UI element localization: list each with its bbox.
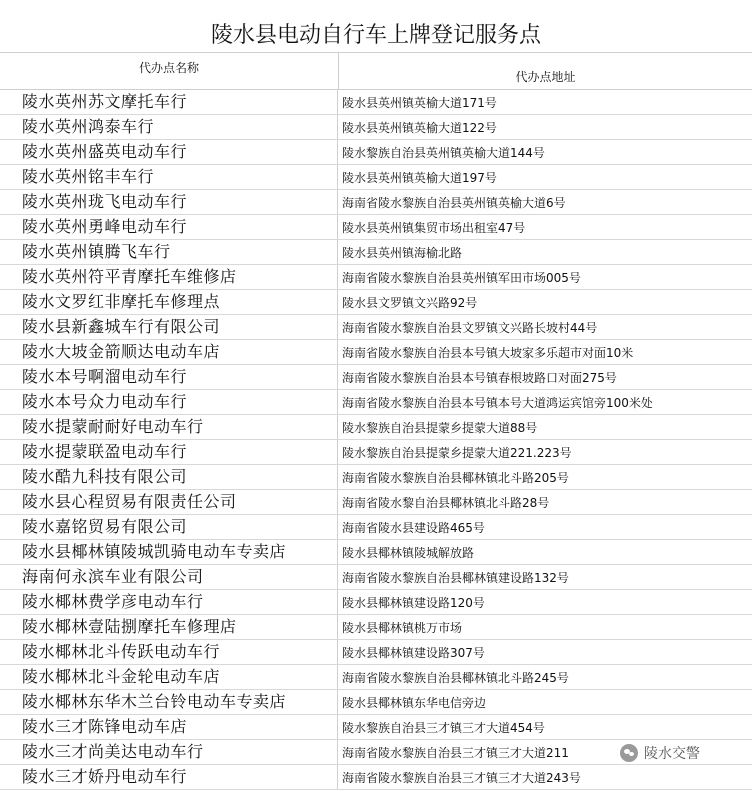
cell-name: 陵水本号啊溜电动车行 (0, 365, 338, 389)
cell-name: 陵水英州铭丰车行 (0, 165, 338, 189)
cell-name: 陵水英州盛英电动车行 (0, 140, 338, 164)
table-row (0, 115, 752, 140)
cell-address: 海南省陵水黎族自治县椰林镇北斗路205号 (342, 471, 569, 485)
cell-name: 陵水县新鑫城车行有限公司 (0, 315, 338, 339)
table-row (0, 390, 752, 415)
header-name: 代办点名称 (0, 53, 339, 89)
table-header (0, 53, 752, 90)
cell-name: 陵水文罗红非摩托车修理点 (0, 290, 338, 314)
cell-name: 陵水英州珑飞电动车行 (0, 190, 338, 214)
cell-address: 陵水黎族自治县三才镇三才大道454号 (342, 721, 545, 735)
cell-address: 海南省陵水黎族自治县椰林镇建设路132号 (342, 571, 569, 585)
cell-address: 海南省陵水黎族自治县英州镇军田市场005号 (342, 271, 581, 285)
table-row (0, 440, 752, 465)
cell-address: 陵水黎族自治县提蒙乡提蒙大道88号 (342, 421, 538, 435)
cell-name: 陵水椰林北斗金轮电动车店 (0, 665, 338, 689)
cell-address: 陵水黎族自治县提蒙乡提蒙大道221.223号 (342, 446, 572, 460)
cell-name: 陵水本号众力电动车行 (0, 390, 338, 414)
cell-name: 陵水椰林壹陆捌摩托车修理店 (0, 615, 338, 639)
cell-address: 陵水县英州镇英榆大道122号 (342, 121, 497, 135)
cell-address: 海南省陵水黎族自治县三才镇三才大道211 (342, 746, 569, 760)
service-point-table (0, 52, 752, 790)
cell-address: 陵水县英州镇英榆大道197号 (342, 171, 497, 185)
cell-address: 陵水县英州镇英榆大道171号 (342, 96, 497, 110)
table-row (0, 140, 752, 165)
table-row (0, 415, 752, 440)
table-row (0, 615, 752, 640)
table-row (0, 765, 752, 790)
cell-name: 陵水酷九科技有限公司 (0, 465, 338, 489)
cell-name: 陵水三才陈锋电动车店 (0, 715, 338, 739)
cell-name: 陵水提蒙联盈电动车行 (0, 440, 338, 464)
cell-name: 陵水椰林费学彦电动车行 (0, 590, 338, 614)
table-row (0, 165, 752, 190)
cell-address: 海南省陵水黎族自治县椰林镇北斗路245号 (342, 671, 569, 685)
table-row (0, 690, 752, 715)
cell-name: 陵水大坡金箭顺达电动车店 (0, 340, 338, 364)
header-address: 代办点地址 (515, 70, 576, 84)
cell-address: 海南省陵水县建设路465号 (342, 521, 485, 535)
cell-name: 陵水三才尚美达电动车行 (0, 740, 338, 764)
table-row (0, 340, 752, 365)
cell-name: 陵水英州符平青摩托车维修店 (0, 265, 338, 289)
cell-name: 陵水县椰林镇陵城凯骑电动车专卖店 (0, 540, 338, 564)
cell-name: 陵水嘉铭贸易有限公司 (0, 515, 338, 539)
table-row (0, 290, 752, 315)
table-row (0, 365, 752, 390)
cell-address: 海南省陵水黎族自治县本号镇大坡家多乐超市对面10米 (342, 346, 634, 360)
table-row (0, 190, 752, 215)
table-row (0, 90, 752, 115)
cell-address: 海南省陵水黎族自治县三才镇三才大道243号 (342, 771, 581, 785)
table-row (0, 465, 752, 490)
table-row (0, 315, 752, 340)
table-row (0, 515, 752, 540)
cell-name: 海南何永滨车业有限公司 (0, 565, 338, 589)
cell-address: 陵水县椰林镇陵城解放路 (342, 546, 475, 560)
table-row (0, 265, 752, 290)
cell-address: 陵水县椰林镇东华电信旁边 (342, 696, 487, 710)
cell-address: 陵水县英州镇集贸市场出租室47号 (342, 221, 526, 235)
cell-address: 陵水县文罗镇文兴路92号 (342, 296, 478, 310)
cell-name: 陵水英州勇峰电动车行 (0, 215, 338, 239)
page-title: 陵水县电动自行车上牌登记服务点 (210, 23, 541, 48)
cell-name: 陵水县心程贸易有限责任公司 (0, 490, 338, 514)
cell-name: 陵水三才娇丹电动车行 (0, 765, 338, 789)
table-row (0, 665, 752, 690)
cell-address: 海南省陵水黎自治县椰林镇北斗路28号 (342, 496, 550, 510)
cell-address: 陵水县椰林镇桃万市场 (342, 621, 463, 635)
table-row (0, 540, 752, 565)
table-body (0, 90, 752, 790)
cell-address: 陵水黎族自治县英州镇英榆大道144号 (342, 146, 545, 160)
table-row (0, 590, 752, 615)
cell-address: 陵水县椰林镇建设路120号 (342, 596, 485, 610)
table-row (0, 715, 752, 740)
wechat-icon (620, 744, 638, 762)
cell-address: 海南省陵水黎族自治县文罗镇文兴路长坡村44号 (342, 321, 598, 335)
cell-address: 陵水县英州镇海榆北路 (342, 246, 463, 260)
table-row (0, 565, 752, 590)
cell-address: 海南省陵水黎族自治县本号镇本号大道鸿运宾馆旁100米处 (342, 396, 653, 410)
table-row (0, 490, 752, 515)
cell-address: 海南省陵水黎族自治县英州镇英榆大道6号 (342, 196, 566, 210)
watermark-text: 陵水交警 (644, 746, 700, 762)
cell-name: 陵水椰林北斗传跃电动车行 (0, 640, 338, 664)
watermark (618, 742, 706, 764)
cell-name: 陵水英州苏文摩托车行 (0, 90, 338, 114)
table-row (0, 640, 752, 665)
cell-name: 陵水英州镇腾飞车行 (0, 240, 338, 264)
cell-name: 陵水提蒙耐耐好电动车行 (0, 415, 338, 439)
table-row (0, 240, 752, 265)
cell-name: 陵水英州鸿泰车行 (0, 115, 338, 139)
table-row (0, 215, 752, 240)
cell-name: 陵水椰林东华木兰台铃电动车专卖店 (0, 690, 338, 714)
cell-address: 海南省陵水黎族自治县本号镇春根坡路口对面275号 (342, 371, 617, 385)
cell-address: 陵水县椰林镇建设路307号 (342, 646, 485, 660)
